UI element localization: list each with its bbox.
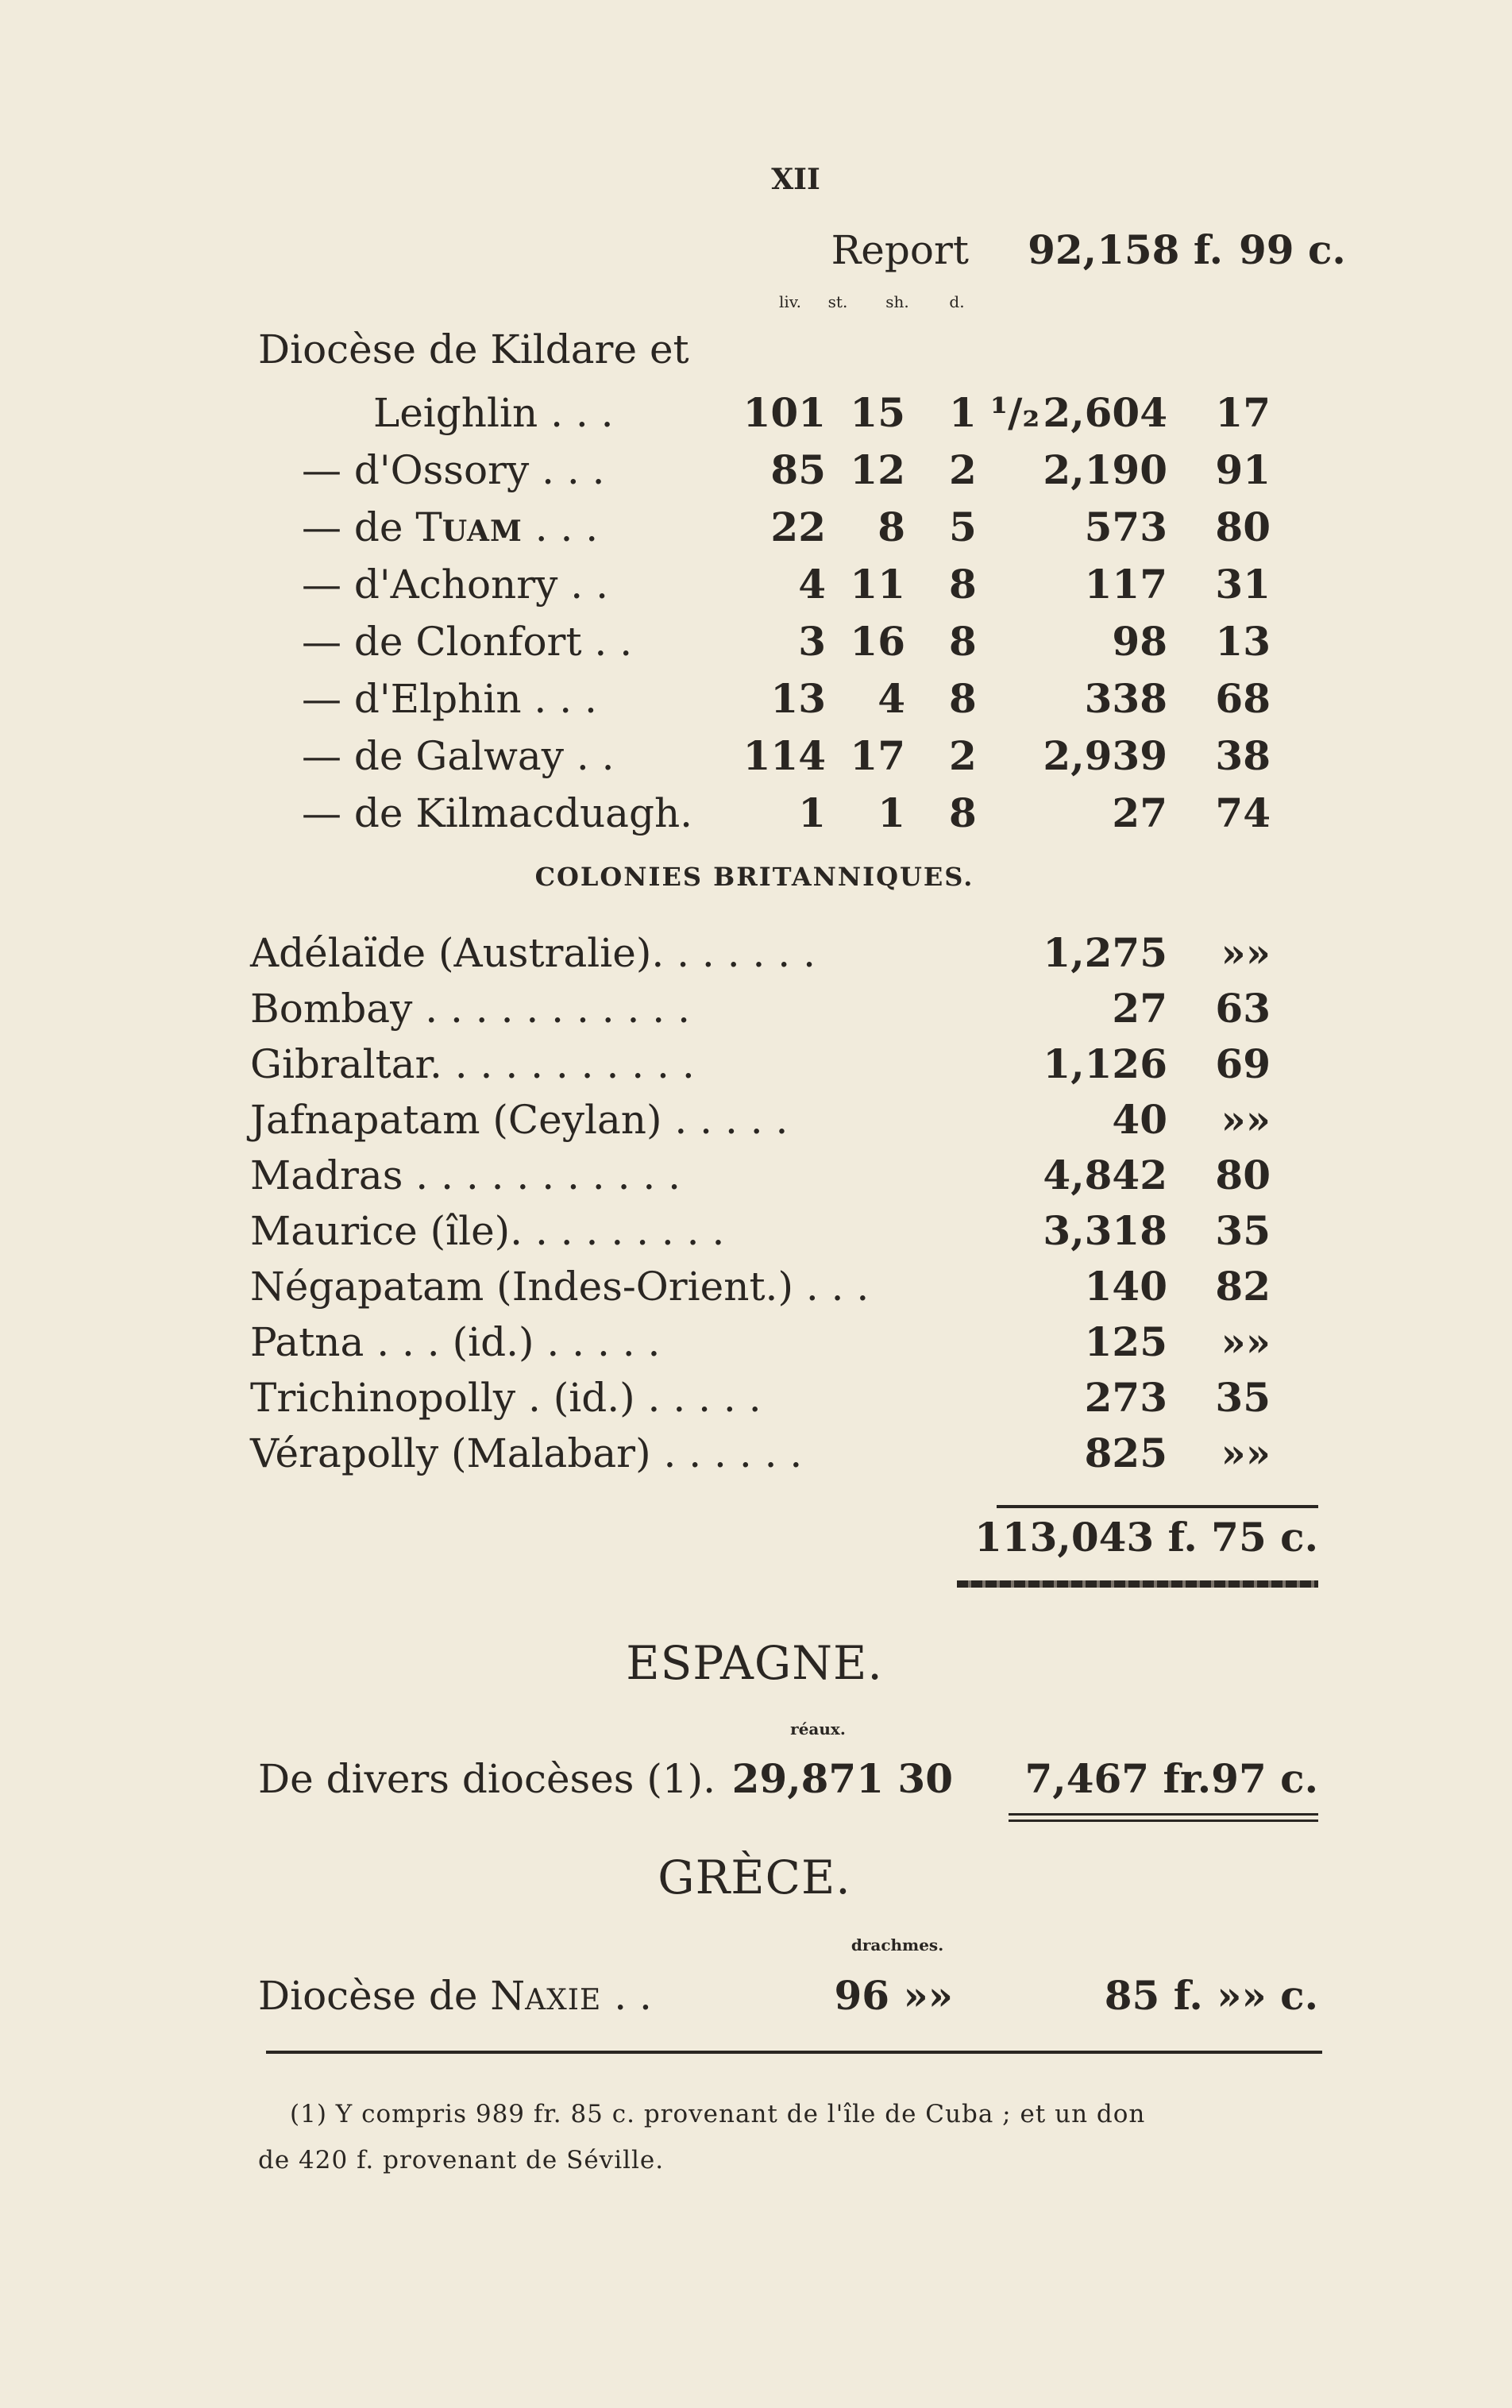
cents-value: »» [1221,1430,1271,1476]
francs-value: 2,939 [1043,732,1167,779]
francs-value: 98 [1112,618,1167,665]
cents-value: 31 [1215,561,1271,608]
colonies-total: 113,043 f. 75 c. [974,1514,1318,1561]
shillings-value: 16 [850,618,905,665]
francs-value: 4,842 [1043,1152,1167,1198]
cents-value: 35 [1215,1207,1271,1254]
report-francs: 92,158 f. [1028,226,1223,273]
colony-name: Madras . . . . . . . . . . . [250,1152,681,1198]
francs-value: 3,318 [1043,1207,1167,1254]
livres-value: 22 [770,504,826,550]
espagne-unit: réaux. [790,1719,846,1738]
francs-value: 27 [1112,985,1167,1032]
pence-value: 2 [949,732,977,779]
espagne-rule-1 [1009,1813,1318,1816]
cents-value: 13 [1215,618,1271,665]
grece-unit: drachmes. [850,1935,944,1955]
cents-value: 35 [1215,1374,1271,1421]
diocese-name: — de Galway . . [302,733,615,779]
shillings-value: 4 [878,675,905,722]
livres-value: 13 [770,675,826,722]
colonies-heading: COLONIES BRITANNIQUES. [534,862,974,892]
ireland-lead: Diocèse de Kildare et [258,326,689,372]
shillings-value: 1 [878,789,905,836]
grece-heading: GRÈCE. [658,1850,851,1904]
pence-value: 8 [949,789,977,836]
francs-value: 1,126 [1043,1040,1167,1087]
francs-value: 338 [1084,675,1167,722]
report-cents: 99 c. [1239,226,1346,273]
cents-value: 38 [1215,732,1271,779]
unit-st: st. [827,292,848,311]
colony-name: Patna . . . (id.) . . . . . [250,1319,661,1365]
espagne-label: De divers diocèses (1). [258,1756,716,1802]
total-rule [997,1505,1318,1508]
pence-value: 1 ¹/₂ [949,389,1040,436]
pence-value: 8 [949,561,977,608]
colony-name: Bombay . . . . . . . . . . . [250,986,690,1032]
unit-pence: d. [949,292,965,311]
diocese-name: — d'Elphin . . . [302,676,597,722]
shillings-value: 12 [850,446,905,493]
francs-value: 125 [1084,1318,1167,1365]
pence-value: 2 [949,446,977,493]
footnote-line-2: de 420 f. provenant de Séville. [258,2146,665,2175]
livres-value: 114 [742,732,826,779]
colony-name: Maurice (île). . . . . . . . . [250,1208,725,1254]
espagne-francs: 7,467 fr.97 c. [1024,1755,1318,1802]
colony-name: Adélaïde (Australie). . . . . . . [250,930,816,976]
grece-amount: 96 »» [834,1972,953,2019]
cents-value: 80 [1215,1152,1271,1198]
diocese-name: — de TUAM . . . [302,504,599,550]
grece-label: Diocèse de NAXIE . . [258,1973,652,2019]
livres-value: 3 [798,618,826,665]
cents-value: 91 [1215,446,1271,493]
report-label: Report [831,227,969,273]
pence-value: 8 [949,618,977,665]
francs-value: 273 [1084,1374,1167,1421]
francs-value: 573 [1084,504,1167,550]
cents-value: »» [1221,929,1271,976]
total-double-rule [957,1580,1318,1588]
francs-value: 1,275 [1043,929,1167,976]
shillings-value: 17 [850,732,905,779]
colony-name: Négapatam (Indes-Orient.) . . . [250,1264,870,1310]
diocese-name: — d'Ossory . . . [302,447,605,493]
cents-value: »» [1221,1096,1271,1143]
unit-livres: liv. [778,292,802,311]
cents-value: 69 [1215,1040,1271,1087]
unit-sh: sh. [885,292,909,311]
grece-francs: 85 f. »» c. [1104,1972,1318,2019]
cents-value: 80 [1215,504,1271,550]
colony-name: Gibraltar. . . . . . . . . . . [250,1041,695,1087]
shillings-value: 8 [878,504,905,550]
cents-value: 17 [1215,389,1271,436]
francs-value: 117 [1084,561,1167,608]
cents-value: 74 [1215,789,1271,836]
francs-value: 825 [1084,1430,1167,1476]
cents-value: »» [1221,1318,1271,1365]
livres-value: 85 [770,446,826,493]
cents-value: 68 [1215,675,1271,722]
francs-value: 2,190 [1043,446,1167,493]
espagne-amount: 29,871 30 [731,1755,953,1802]
pence-value: 5 [949,504,977,550]
colony-name: Trichinopolly . (id.) . . . . . [250,1375,762,1421]
livres-value: 4 [798,561,826,608]
colony-name: Jafnapatam (Ceylan) . . . . . [250,1097,789,1143]
francs-value: 140 [1084,1263,1167,1310]
francs-value: 2,604 [1043,389,1167,436]
cents-value: 82 [1215,1263,1271,1310]
diocese-name: Leighlin . . . [373,390,614,436]
shillings-value: 15 [850,389,905,436]
colony-name: Vérapolly (Malabar) . . . . . . [250,1430,803,1476]
diocese-name: — d'Achonry . . [302,561,608,608]
shillings-value: 11 [850,561,905,608]
diocese-name: — de Kilmacduagh. [302,790,693,836]
francs-value: 27 [1112,789,1167,836]
pence-value: 8 [949,675,977,722]
livres-value: 101 [742,389,826,436]
espagne-rule-2 [1009,1820,1318,1822]
diocese-name: — de Clonfort . . [302,619,633,665]
francs-value: 40 [1112,1096,1167,1143]
livres-value: 1 [798,789,826,836]
espagne-heading: ESPAGNE. [626,1636,883,1690]
footnote-line-1: (1) Y compris 989 fr. 85 c. provenant de l'île de Cuba ; et un don [290,2100,1146,2128]
footnote-rule [266,2051,1322,2054]
page-number: XII [771,163,820,196]
cents-value: 63 [1215,985,1271,1032]
